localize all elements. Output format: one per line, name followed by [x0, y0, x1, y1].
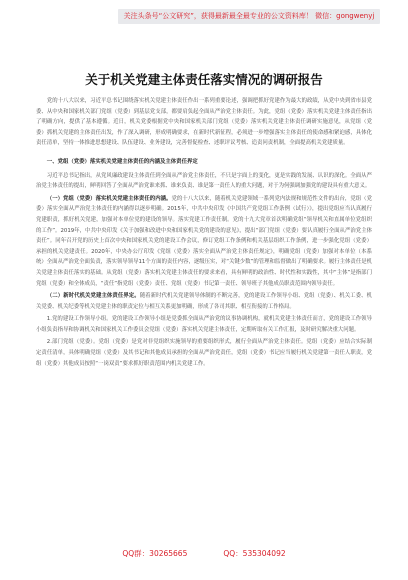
section1-intro-paragraph: 习近平总书记指出，从党风廉政建设主体责任到全面从严治党主体责任，不只是字面上的变化，更是实践的发展、认识的深化。全面从严治党主体责任的提出，鲜明回答了全面从严治党谁来抓、谁来负责、谁是第一责任人的重大问题，对于为何强调加强党的建设具有重大意义。	[36, 172, 372, 190]
subsection2-lead: （二）新时代机关党建主体责任界定。	[46, 293, 140, 300]
item1-paragraph: 1.党的建设工作领导小组。党的建设工作领导小组是党委抓全面从严治党的议事协调机构，就机关党建主体责任而言，党的建设工作领导小组负责指导和协调机关和国家机关工作委员会党组（党委）落实机关党建主体责任，定期听取有关工作汇报，及时研究解决重大问题。	[36, 316, 372, 333]
subsection1-body: 党的十八大以来，随着机关党建领域一系列党内法规和规范性文件的出台，党组（党委）落实全面从严治党主体责任的内涵得以逐步明确。2015年，中共中央印发《中国共产党党组工作条例（试行）》，提出党组应当认真履行党建职责，抓好机关党建，加强对本单位党的建设的领导。落实党建工作责任制。党的十九大党章首次明确党组“领导机关和直属单位党组织的工作”。2019年，中共中央印发《关于加强和改进中央和国家机关党的建设的意见》，提出“部门党组（党委）要认真履行全面从严治党主体责任”。同年召开党的历史上首次中央和国家机关党的建设工作会议，修订党组工作条例和机关基层组织工作条例，进一步强化党组（党委）承担的机关党建责任。2020年，中央办公厅印发《党组（党委）落实全面从严治党主体责任规定》，明确党组（党委）加强对本单位（本系统）全面从严治党全面负责，落实领导领导11个方面的责任内容，逐级压实，对“关键少数”的管理和监督做出了明确要求。履行主体责任是机关党建主体责任落实的基础。从党组（党委）落实机关党建主体责任的要求来看，具有鲜明的政治性、时代性和实践性，其中“主体”是指部门党组（党委）和全体成员，“责任”指党组（党委）责任、党组（党委）书记第一责任、领导班子其他成员职责范围内领导责任。	[36, 195, 372, 287]
footer-contact	[0, 548, 408, 559]
footer-qq-group: QQ群：30265665	[122, 549, 188, 558]
section1-heading: 一、党组（党委）落实机关党建主体责任的内涵及主体责任界定	[46, 158, 198, 165]
item2-paragraph: 2.部门党组（党委）。党组（党委）是党对非党组织实施领导的重要组织形式，履行全面从严治党主体责任。党组（党委）应结合实际制定责任清单，具体明确党组（党委）及其书记和其他成员承担的全面从严治党责任，党组（党委）书记应当履行机关党建第一责任人职责，党组（党委）其他成员按照“一岗双责”要求抓好职责范围内机关党建工作。	[36, 339, 372, 367]
subsection2-paragraph	[36, 291, 372, 312]
page-title: 关于机关党建主体责任落实情况的调研报告	[85, 72, 323, 87]
top-banner: 关注头条号“公文研究”，获得最新最全最专业的公文资料库！ 微信：gongwenyj	[118, 9, 380, 24]
subsection2-body: 随着新时代机关党建领导体制的不断完善，党的建设工作领导小组、党组（党委）、机关工委、机关党委、机关纪委等机关党建主体的职责定位与相互关系更加明确，形成了各司其职、相互衔接的工作格局。	[36, 293, 372, 310]
document-body	[36, 96, 372, 369]
subsection1-paragraph	[36, 194, 372, 289]
intro-paragraph: 党的十八大以来，习近平总书记围绕落实机关党建主体责任作出一系列重要论述，强调把抓好党建作为最大的政绩，从党中央到省市县党委、从中央和国家机关部门党组（党委）到基层党支部，都要肩负起全面从严治党主体责任。为此，党组（党委）落实机关党建主体责任指出了明确方向，提供了基本遵循。近日，机关党委根据党中央和国家机关部门党组（党委）落实机关党建主体责任调研实施意见，从党组（党委）抓机关党建的主体责任出发，作了深入调研，形成明确要求，在新时代新征程，必须进一步增强落实主体责任的使命感和紧迫感，具体化责任清单，坚持一体推进思想建设、队伍建设、业务建设，完善督促检查、述职评议考核、追责问责机制，全面提高机关党建质量。	[36, 98, 372, 147]
footer-qq: QQ：535304092	[223, 549, 286, 558]
subsection1-lead: （一）党组（党委）落实机关党建主体责任的内涵。	[46, 195, 172, 202]
